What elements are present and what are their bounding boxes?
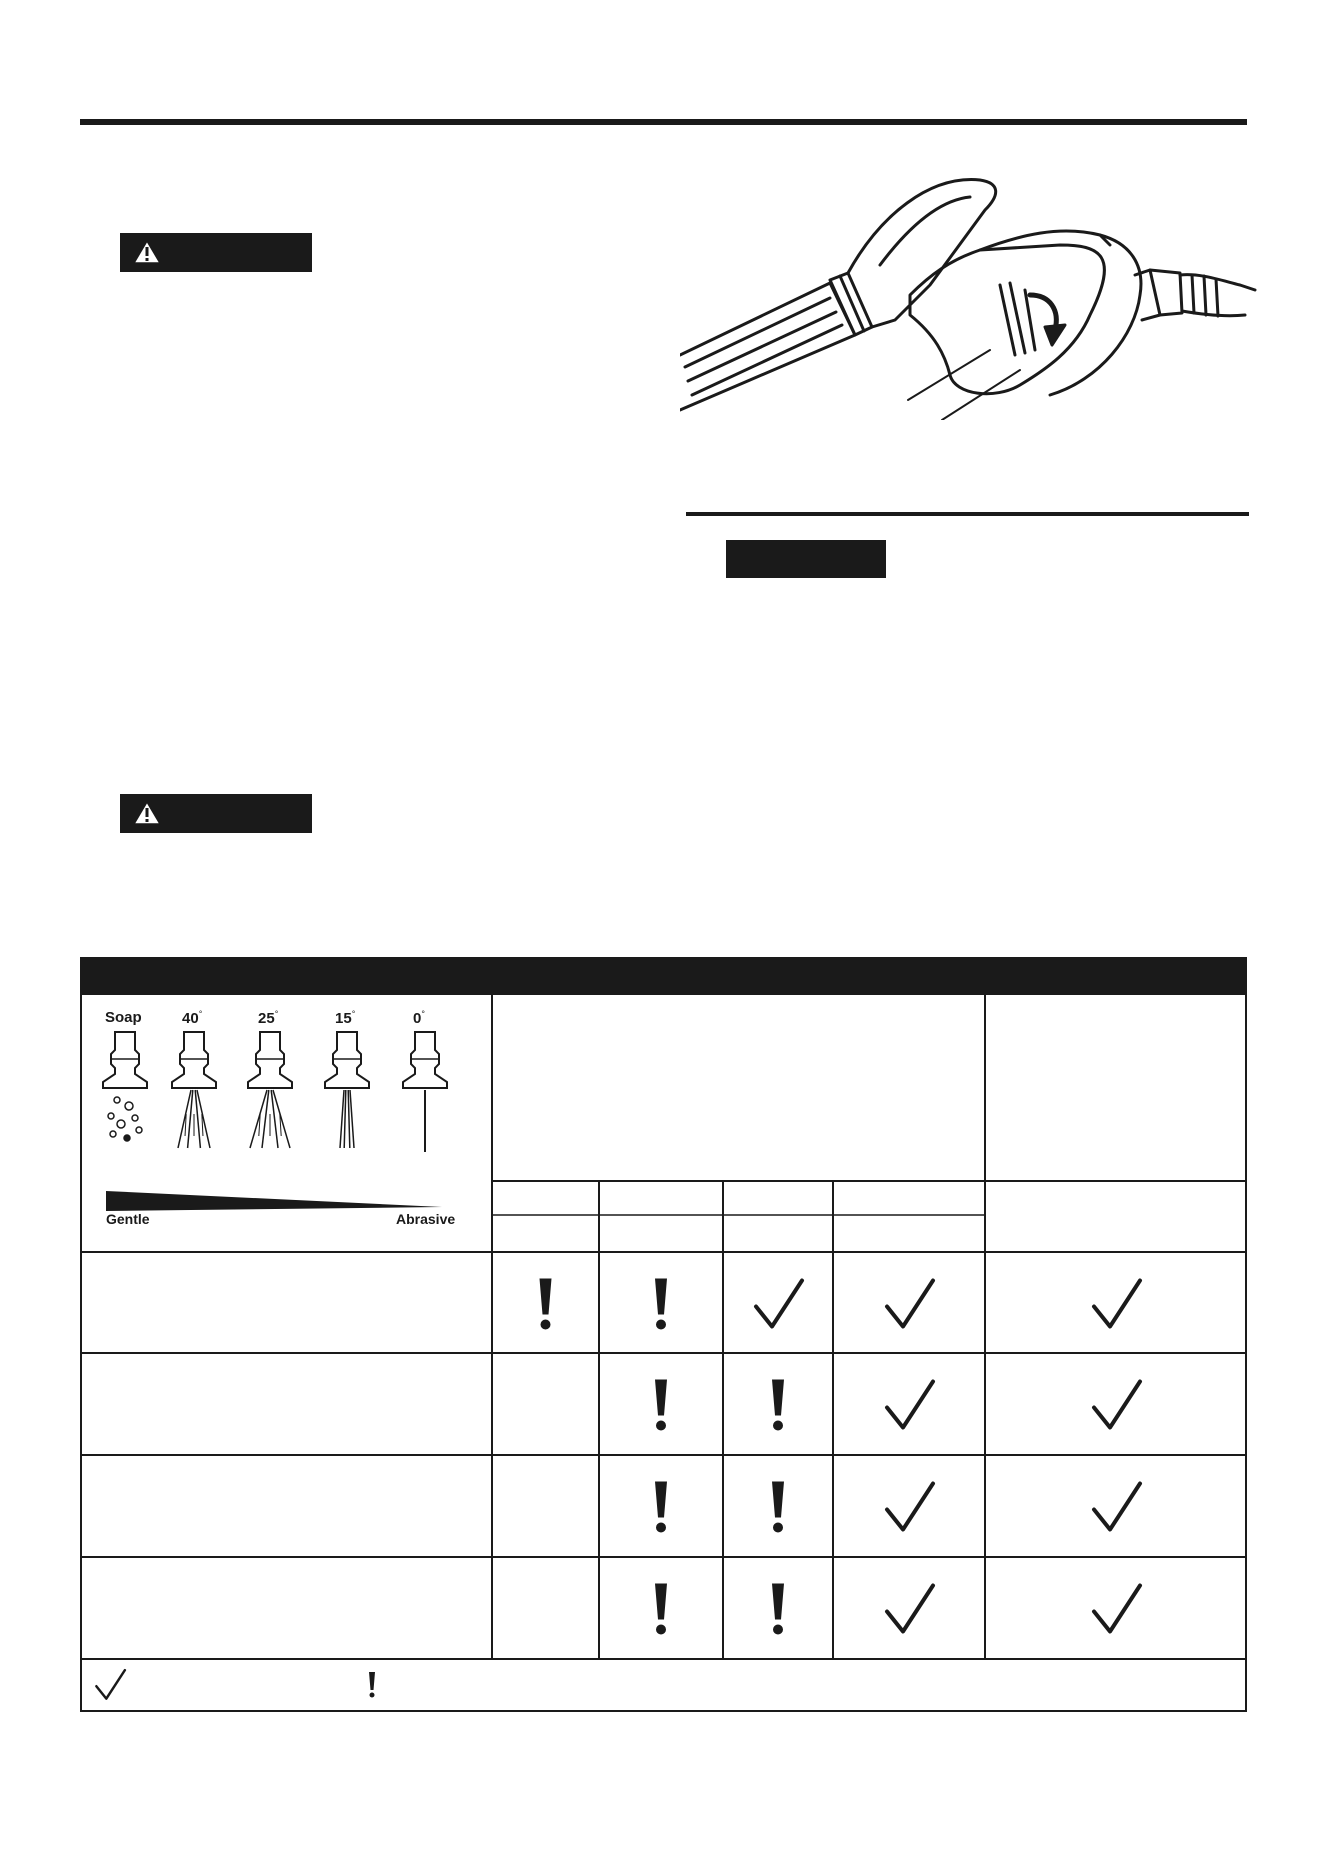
check-mark-icon [887,1281,933,1327]
exclamation-icon [655,1584,667,1620]
check-mark-icon [887,1382,933,1428]
warning-badge-top [120,233,312,272]
nozzle-label-2 [258,1009,278,1027]
exclamation-icon-dot [656,1320,666,1330]
nozzle-label-4 [413,1009,425,1027]
exclamation-icon-dot [656,1625,666,1635]
check-mark-icon [1094,1484,1140,1530]
notice-badge [726,540,886,578]
nozzle-label-text: 40 [182,1010,199,1027]
check-mark-icon [887,1586,933,1632]
nozzle-tip-icon [403,1032,447,1088]
nozzle-label-1 [182,1009,202,1027]
scale-label-gentle: Gentle [106,1211,150,1227]
nozzle-label-3 [335,1009,355,1027]
scale-label-abrasive: Abrasive [396,1211,456,1227]
warning-badge-bottom [120,794,312,833]
warning-triangle-icon [132,239,162,265]
nozzle-chart-table [80,957,1247,1712]
soap-bubble [114,1097,120,1103]
nozzle-tip-icon [248,1032,292,1088]
nozzle-chart-grid [80,957,1247,1712]
nozzle-label-text: 15 [335,1010,352,1027]
legend-exclamation-icon [369,1672,375,1690]
check-mark-icon [1094,1281,1140,1327]
soap-bubble [117,1120,125,1128]
section-rule [686,512,1249,516]
soap-bubble [108,1113,114,1119]
soap-bubble [125,1102,133,1110]
check-mark-icon [1094,1382,1140,1428]
exclamation-icon [655,1279,667,1315]
exclamation-icon [772,1584,784,1620]
check-mark-icon [756,1281,802,1327]
nozzle-tip-icon [325,1032,369,1088]
degree-sign: ° [274,1009,279,1019]
table-header-band [80,957,1247,995]
exclamation-icon [655,1380,667,1416]
exclamation-icon-dot [773,1625,783,1635]
soap-bubble [110,1131,116,1137]
nozzle-label-text: Soap [105,1009,142,1026]
top-rule [80,119,1247,125]
spray-line [340,1090,344,1148]
nozzle-label-text: 0 [413,1010,422,1027]
spray-gun-illustration [680,155,1260,420]
spray-line [350,1090,354,1148]
exclamation-icon-dot [656,1421,666,1431]
soap-bubble [136,1127,142,1133]
nozzle-tip-icon [103,1032,147,1088]
spray-line [273,1090,290,1148]
exclamation-icon [655,1482,667,1518]
exclamation-icon-dot [773,1421,783,1431]
nozzle-tip-icon [172,1032,216,1088]
spray-line [344,1090,346,1148]
exclamation-icon-dot [773,1523,783,1533]
exclamation-icon [540,1279,552,1315]
exclamation-icon-dot [656,1523,666,1533]
degree-sign: ° [351,1009,356,1019]
legend-check-mark-icon [96,1670,125,1699]
warning-triangle-icon [132,800,162,826]
nozzle-label-0 [105,1009,142,1026]
exclamation-icon-dot [541,1320,551,1330]
soap-bubble [132,1115,138,1121]
abrasiveness-scale-wedge [106,1191,442,1211]
legend-exclamation-icon-dot [370,1693,375,1698]
exclamation-icon [772,1482,784,1518]
degree-sign: ° [421,1009,425,1019]
spray-line [250,1090,267,1148]
nozzle-label-text: 25 [258,1010,275,1027]
spray-line [348,1090,350,1148]
soap-bubble [124,1135,130,1141]
check-mark-icon [887,1484,933,1530]
degree-sign: ° [198,1009,203,1019]
spray-line [262,1090,269,1148]
exclamation-icon [772,1380,784,1416]
check-mark-icon [1094,1586,1140,1632]
spray-line [271,1090,278,1148]
